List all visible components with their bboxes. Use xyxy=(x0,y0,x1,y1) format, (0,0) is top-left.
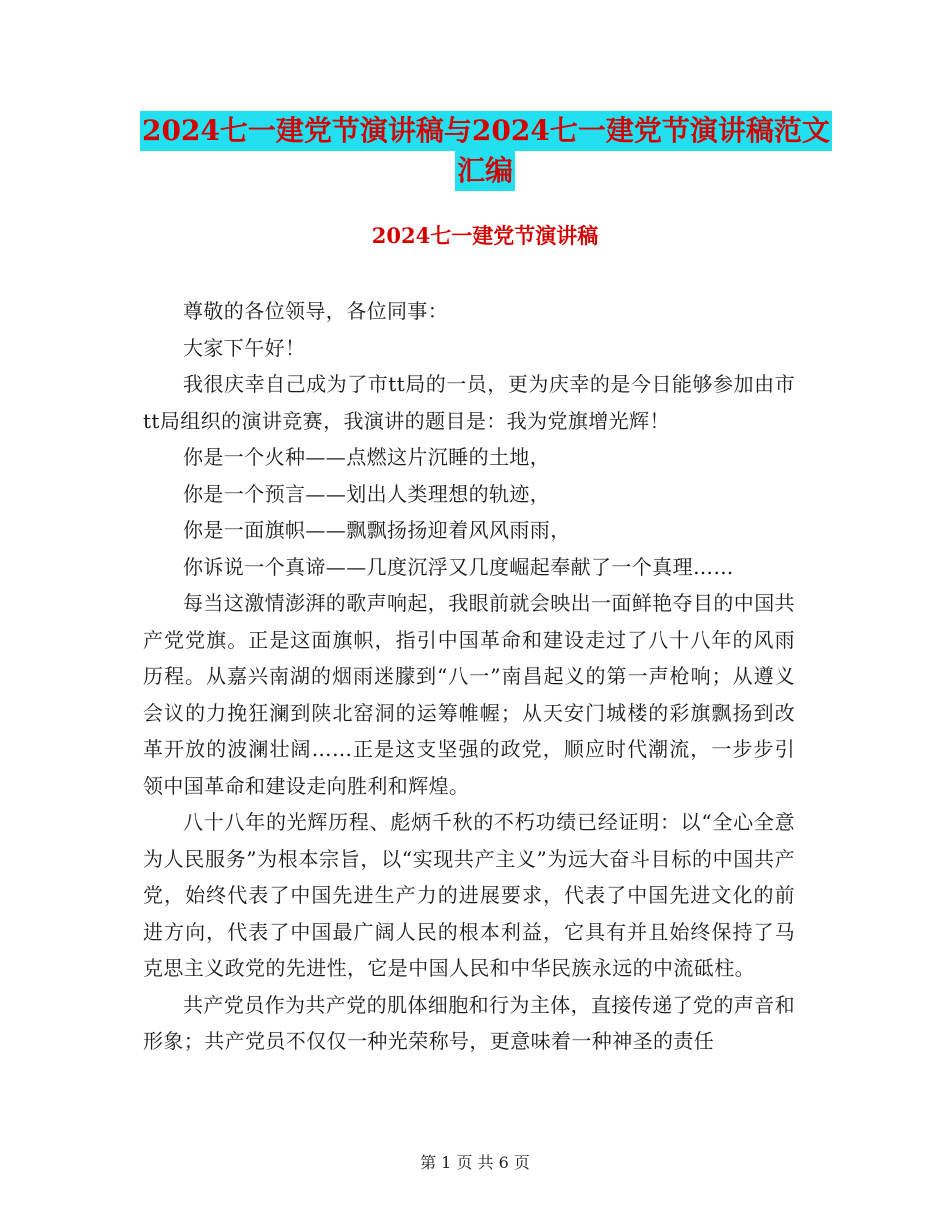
paragraph-verse-4: 你诉说一个真谛——几度沉浮又几度崛起奉献了一个真理…… xyxy=(183,554,734,579)
document-body xyxy=(143,293,795,1060)
paragraph-members: 共产党员作为共产党的肌体细胞和行为主体，直接传递了党的声音和形象；共产党员不仅仅一种光荣称号，更意味着一种神圣的责任 xyxy=(143,992,795,1053)
title-line-1: 2024七一建党节演讲稿与2024七一建党节演讲稿范文 xyxy=(140,111,832,151)
paragraph-verse-3: 你是一面旗帜——飘飘扬扬迎着风风雨雨， xyxy=(183,518,571,542)
document-title xyxy=(140,111,830,191)
paragraph-history: 每当这激情澎湃的歌声响起，我眼前就会映出一面鲜艳夺目的中国共产党党旗。正是这面旗帜，指引中国革命和建设走过了八十八年的风雨历程。从嘉兴南湖的烟雨迷朦到“八一”南昌起义的第一声枪响；从遵义会议的力挽狂澜到陕北窑洞的运筹帷幄；从天安门城楼的彩旗飘扬到改革开放的波澜壮阔……正是这支坚强的政党，顺应时代潮流，一步步引领中国革命和建设走向胜利和辉煌。 xyxy=(143,591,795,798)
title-line-2: 汇编 xyxy=(455,151,515,191)
paragraph-greeting: 大家下午好！ xyxy=(183,335,306,360)
paragraph-achievements: 八十八年的光辉历程、彪炳千秋的不朽功绩已经证明：以“全心全意为人民服务”为根本宗旨，以“实现共产主义”为远大奋斗目标的中国共产党，始终代表了中国先进生产力的进展要求，代表了中国先进文化的前进方向，代表了中国最广阔人民的根本利益，它具有并且始终保持了马克思主义政党的先进性，它是中国人民和中华民族永远的中流砥柱。 xyxy=(143,810,795,980)
paragraph-verse-2: 你是一个预言——划出人类理想的轨迹， xyxy=(183,481,551,506)
section-heading: 2024七一建党节演讲稿 xyxy=(371,223,599,248)
paragraph-salutation: 尊敬的各位领导，各位同事： xyxy=(183,299,449,323)
page-footer: 第 1 页 共 6 页 xyxy=(420,1153,530,1172)
paragraph-intro: 我很庆幸自己成为了市tt局的一员，更为庆幸的是今日能够参加由市tt局组织的演讲竞赛，我演讲的题目是：我为党旗增光辉！ xyxy=(143,372,795,433)
paragraph-verse-1: 你是一个火种——点燃这片沉睡的土地， xyxy=(183,445,551,469)
